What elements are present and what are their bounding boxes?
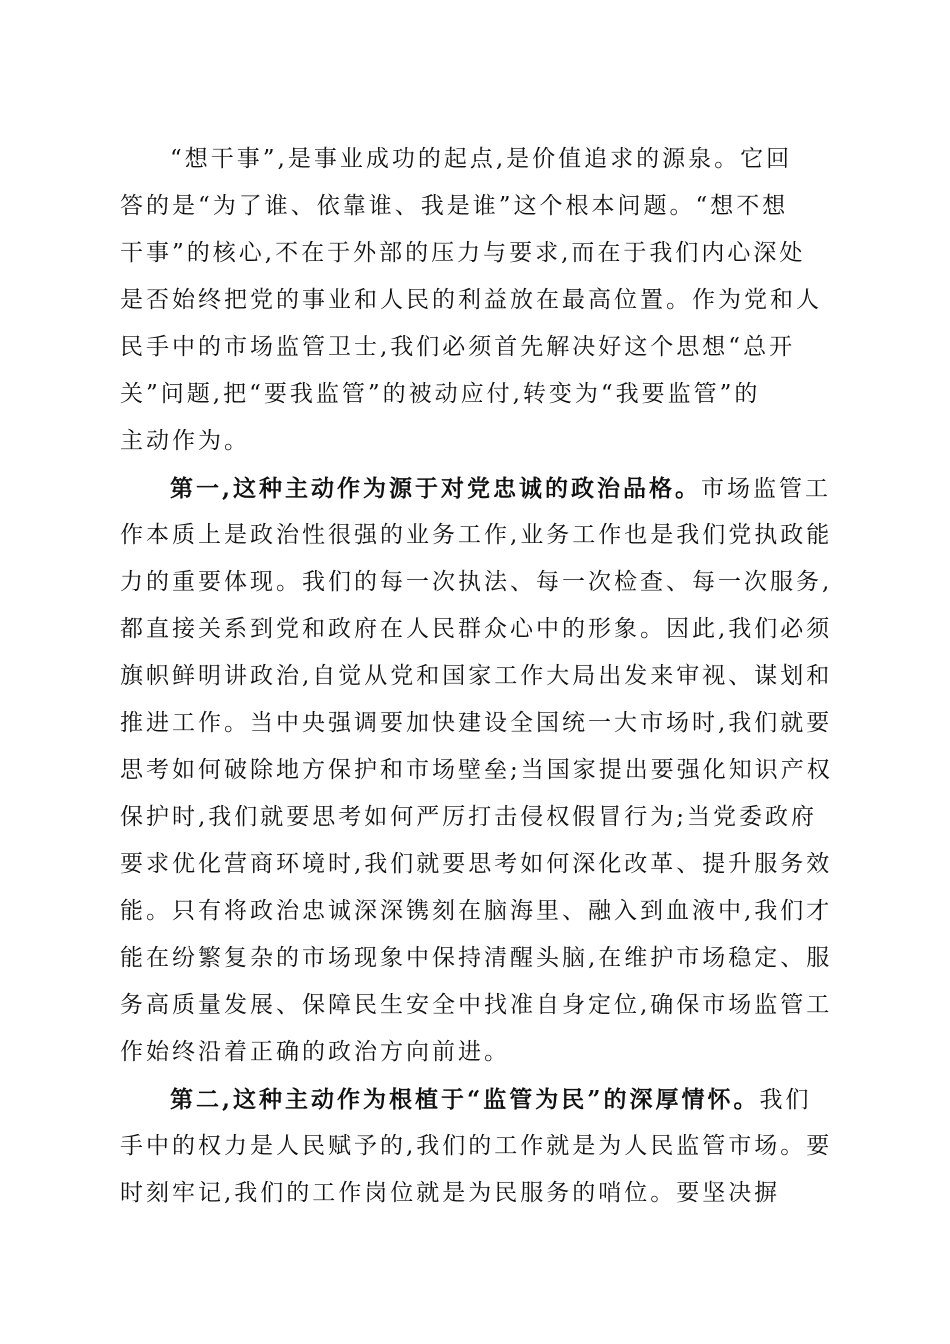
- paragraph-1: [120, 136, 825, 465]
- text-line: 旗帜鲜明讲政治,自觉从党和国家工作大局出发来审视、谋划和: [120, 663, 833, 689]
- text-span: 我们: [759, 1087, 812, 1113]
- text-line: 答的是“为了谁、依靠谁、我是谁”这个根本问题。“想不想: [120, 193, 789, 219]
- text-line: 时刻牢记,我们的工作岗位就是为民服务的哨位。要坚决摒: [120, 1180, 781, 1206]
- text-line: 推进工作。当中央强调要加快建设全国统一大市场时,我们就要: [120, 710, 833, 736]
- text-line: “想干事”,是事业成功的起点,是价值追求的源泉。它回: [170, 146, 793, 172]
- text-line: 作始终沿着正确的政治方向前进。: [120, 1039, 510, 1065]
- text-line: 能。只有将政治忠诚深深镌刻在脑海里、融入到血液中,我们才: [120, 898, 833, 924]
- text-line: 手中的权力是人民赋予的,我们的工作就是为人民监管市场。要: [120, 1133, 833, 1159]
- text-line: 思考如何破除地方保护和市场壁垒;当国家提出要强化知识产权: [120, 757, 833, 783]
- text-line: 都直接关系到党和政府在人民群众心中的形象。因此,我们必须: [120, 616, 833, 642]
- paragraph-3: [120, 1076, 833, 1217]
- text-line: 保护时,我们就要思考如何严厉打击侵权假冒行为;当党委政府: [120, 804, 818, 830]
- paragraph-heading: 第一,这种主动作为源于对党忠诚的政治品格。: [170, 475, 702, 502]
- text-line: 作本质上是政治性很强的业务工作,业务工作也是我们党执政能: [120, 522, 833, 548]
- text-line: 关”问题,把“要我监管”的被动应付,转变为“我要监管”的: [120, 381, 761, 407]
- text-line: 干事”的核心,不在于外部的压力与要求,而在于我们内心深处: [120, 240, 806, 266]
- paragraph-first-line: [120, 1076, 825, 1123]
- text-line: 能在纷繁复杂的市场现象中保持清醒头脑,在维护市场稳定、服: [120, 945, 833, 971]
- text-line: 力的重要体现。我们的每一次执法、每一次检查、每一次服务,: [120, 569, 833, 595]
- paragraph-first-line: [120, 465, 832, 512]
- text-line: 是否始终把党的事业和人民的利益放在最高位置。作为党和人: [120, 287, 822, 313]
- text-span: 市场监管工: [701, 476, 832, 502]
- text-line: 务高质量发展、保障民生安全中找准自身定位,确保市场监管工: [120, 992, 833, 1018]
- body-text: [120, 136, 833, 1217]
- paragraph-2: [120, 465, 833, 1076]
- paragraph-heading: 第二,这种主动作为根植于“监管为民”的深厚情怀。: [170, 1086, 760, 1113]
- text-line: 民手中的市场监管卫士,我们必须首先解决好这个思想“总开: [120, 334, 796, 360]
- text-line: 主动作为。: [120, 428, 250, 454]
- text-line: 要求优化营商环境时,我们就要思考如何深化改革、提升服务效: [120, 851, 833, 877]
